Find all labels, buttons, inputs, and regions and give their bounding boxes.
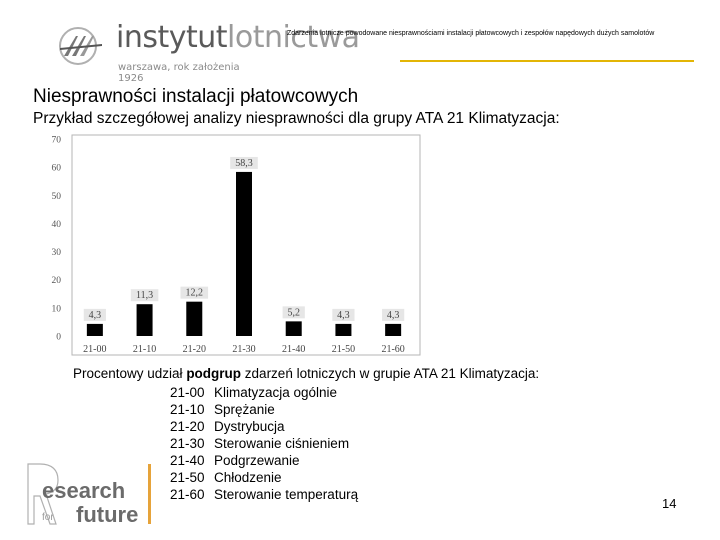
x-tick-label: 21-10 [132,344,157,355]
desc-text-1: Procentowy udział [73,366,187,381]
document-title: Zdarzenia lotnicze powodowane niesprawnościami instalacji płatowcowych i zespołów napędowych dużych samolotów [287,30,655,37]
logo-orange-bar [148,464,151,524]
bar [186,302,202,336]
legend-code: 21-30 [170,436,205,451]
y-tick-label: 0 [56,332,61,343]
x-tick-label: 21-40 [282,344,306,355]
value-label: 58,3 [235,157,253,169]
legend-label: Podgrzewanie [214,453,300,468]
legend-label: Sprężanie [214,402,275,417]
value-label: 5,2 [287,307,300,319]
bar [87,324,103,336]
legend-row [170,418,358,435]
legend-row [170,469,358,486]
legend-code: 21-00 [170,385,205,400]
y-tick-label: 10 [51,304,61,315]
y-tick-label: 60 [51,163,61,174]
value-label: 4,3 [386,309,400,321]
desc-text-2: zdarzeń lotniczych w grupie ATA 21 Klimatyzacja: [241,366,540,381]
legend-code: 21-50 [170,470,205,485]
x-tick-label: 21-20 [182,344,206,355]
logo-word-1: instytut [116,20,228,55]
logo-word-research: esearch [42,478,126,503]
y-tick-label: 50 [51,191,61,202]
chart-description [73,366,539,381]
x-tick-label: 21-30 [232,344,256,355]
x-tick-label: 21-60 [381,344,405,355]
legend-code: 21-40 [170,453,205,468]
y-tick-label: 70 [51,135,61,146]
value-label: 4,3 [88,309,102,321]
y-tick-label: 40 [51,219,61,230]
legend-row [170,435,358,452]
bar [137,304,153,336]
legend-label: Sterowanie ciśnieniem [214,436,350,451]
legend-label: Sterowanie temperaturą [214,487,359,502]
legend-row [170,401,358,418]
legend-label: Chłodzenie [214,470,282,485]
value-label: 4,3 [337,309,350,321]
legend-code: 21-10 [170,402,205,417]
slide-title: Niesprawności instalacji płatowcowych [33,86,359,107]
logo-subtitle: warszawa, rok założenia 1926 [118,62,240,84]
legend-label: Dystrybucja [214,419,285,434]
logo-word-for: for [42,512,54,523]
y-tick-label: 20 [51,276,61,287]
page-number: 14 [662,496,677,511]
logo-word-2: lotnictwa [227,20,360,55]
logo-word-future: future [76,502,139,526]
value-label: 12,2 [185,287,204,299]
subgroup-legend [170,384,358,503]
bar [335,324,351,336]
research-for-future-logo [26,462,154,526]
x-tick-label: 21-50 [331,344,356,355]
legend-label: Klimatyzacja ogólnie [214,385,338,400]
bar [286,321,302,336]
slide-subtitle: Przykład szczegółowej analizy niesprawności dla grupy ATA 21 Klimatyzacja: [33,110,560,127]
legend-row [170,452,358,469]
bar [236,172,252,336]
desc-bold: podgrup [186,366,242,381]
value-label: 11,3 [136,290,154,302]
bar [385,324,401,336]
x-tick-label: 21-00 [83,344,107,355]
legend-code: 21-60 [170,487,205,502]
legend-code: 21-20 [170,419,205,434]
legend-row [170,486,358,503]
y-tick-label: 30 [51,248,61,259]
legend-row [170,384,358,401]
